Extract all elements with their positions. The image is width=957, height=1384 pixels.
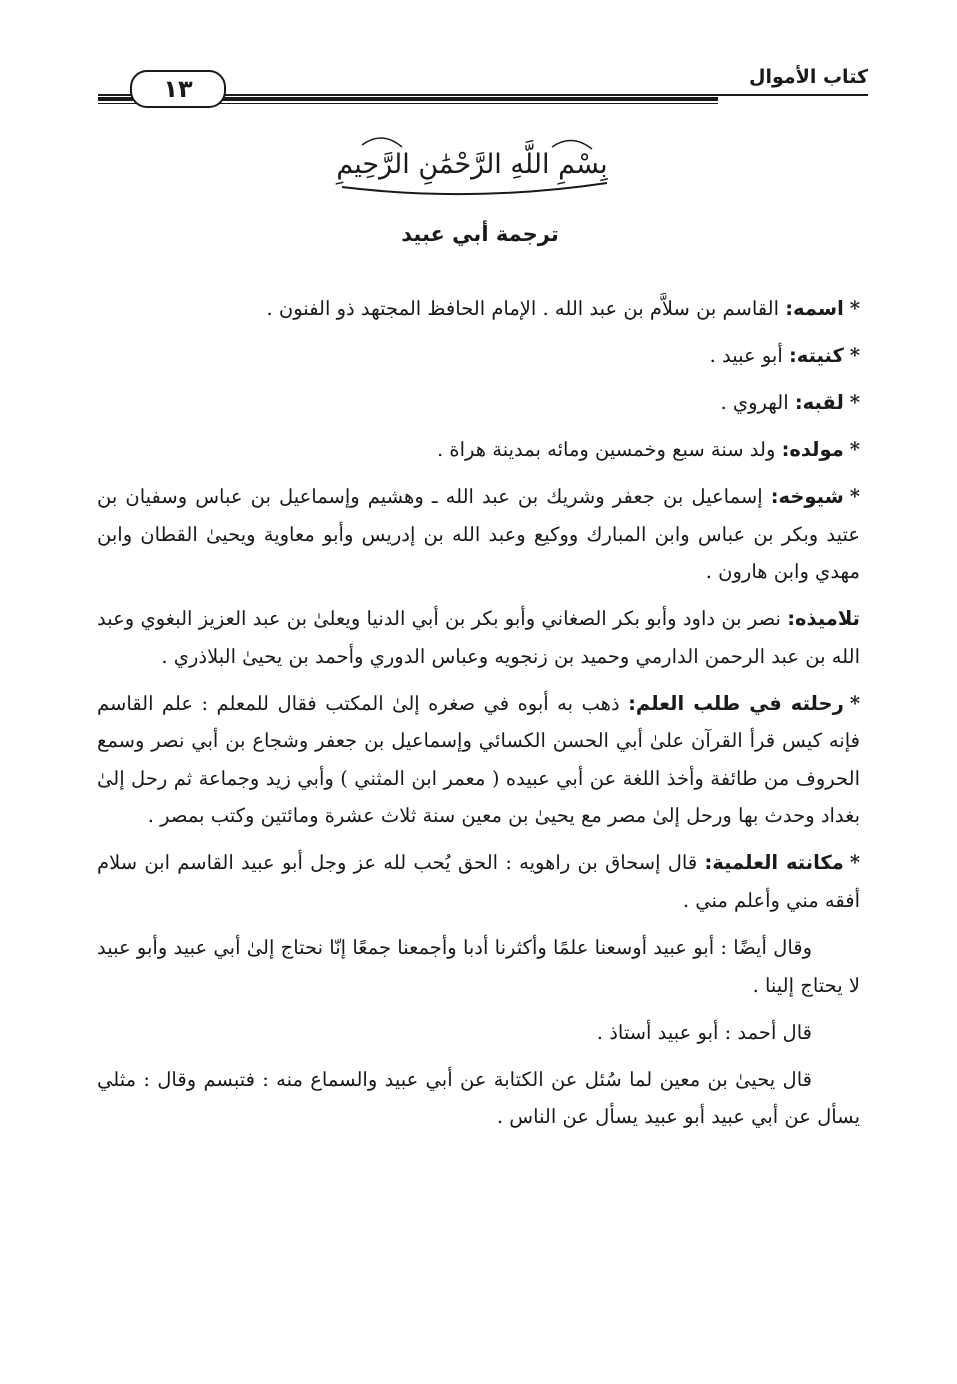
entry-text: قال إسحاق بن راهويه : الحق يُحب لله عز وجل أبو عبيد القاسم ابن سلام أفقه مني وأعلم مني .	[97, 851, 860, 913]
bullet-mark: *	[849, 484, 860, 508]
entry-status	[97, 844, 860, 919]
entry-birth	[97, 431, 860, 469]
quote-paragraph: وقال أيضًا : أبو عبيد أوسعنا علمًا وأكثرنا أدبا وأجمعنا جمعًا إنّا نحتاج إلىٰ أبي عبيد وأبو عبيد لا يحتاج إلينا .	[97, 936, 860, 997]
basmala	[322, 125, 622, 205]
entry-label: مكانته العلمية:	[704, 851, 844, 875]
entry-label: شيوخه:	[770, 484, 844, 508]
entry-text: أبو عبيد .	[709, 343, 783, 367]
entry-travels	[97, 685, 860, 835]
entry-text: القاسم بن سلاَّم بن عبد الله . الإمام الحافظ المجتهد ذو الفنون .	[266, 297, 780, 320]
entry-name	[97, 290, 860, 328]
entry-text: ولد سنة سبع وخمسين ومائه بمدينة هراة .	[436, 437, 776, 461]
bullet-mark: *	[849, 691, 861, 715]
entry-label: كنيته:	[788, 343, 844, 367]
bullet-mark: *	[849, 297, 860, 320]
quote-paragraph: قال أحمد : أبو عبيد أستاذ .	[596, 1020, 812, 1044]
page-number: ١٣	[130, 70, 226, 108]
bullet-mark: *	[849, 851, 861, 875]
basmala-flourish-icon	[322, 125, 622, 205]
entry-label: رحلته في طلب العلم:	[628, 691, 844, 715]
entry-text: نصر بن داود وأبو بكر الصغاني وأبو بكر بن أبي الدنيا ويعلىٰ بن عبد العزيز البغوي وعبد الله بن عبد الرحمن الدارمي وحميد بن زنجويه وعباس الدوري وأحمد بن يحيىٰ البلاذري .	[97, 607, 860, 668]
bullet-mark: *	[849, 390, 860, 414]
entry-teachers	[97, 478, 860, 591]
entry-label: تلاميذه:	[787, 607, 860, 631]
quote-paragraph: قال يحيىٰ بن معين لما سُئل عن الكتابة عن أبي عبيد والسماع منه : فتبسم وقال : مثلي يسأل عن أبي عبيد أبو عبيد يسأل عن الناس .	[97, 1067, 860, 1129]
entry-label: مولده:	[781, 437, 844, 461]
entry-text: الهروي .	[720, 390, 789, 414]
section-heading: ترجمة أبي عبيد	[401, 222, 559, 246]
entry-label: اسمه:	[785, 297, 844, 320]
entry-text: ذهب به أبوه في صغره إلىٰ المكتب فقال للمعلم : علم القاسم فإنه كيس قرأ القرآن علىٰ أبي الحسن الكسائي وإسماعيل بن جعفر وشجاع بن أبي نصر وسمع الحروف من طائفة وأخذ اللغة عن أبي عبيده ( معمر ابن المثني ) وأبي زيد وجماعة ثم رحل إلىٰ بغداد وحدث بها ورحل إلىٰ مصر مع يحيىٰ بن معين سنة ثلاث عشرة ومائتين وكتب بمصر .	[97, 691, 860, 828]
entry-text: إسماعيل بن جعفر وشريك بن عبد الله ـ وهشيم وإسماعيل بن عباس وسفيان بن عتيد وبكر بن عباس وابن المبارك ووكيع وعبد الله بن إدريس وأبو معاوية ويحيىٰ القطان وابن مهدي وابن هارون .	[97, 484, 860, 584]
bullet-mark: *	[849, 437, 860, 461]
running-header	[98, 66, 868, 106]
book-title: كتاب الأموال	[749, 66, 868, 88]
entry-kunya	[97, 337, 860, 375]
entry-label: لقبه:	[794, 390, 844, 414]
entry-students	[97, 600, 860, 675]
bullet-mark: *	[849, 343, 860, 367]
entry-laqab	[97, 384, 860, 422]
basmala-text: بِسْمِ اللَّهِ الرَّحْمَٰنِ الرَّحِيمِ	[336, 149, 608, 180]
biography-body	[97, 290, 860, 1145]
